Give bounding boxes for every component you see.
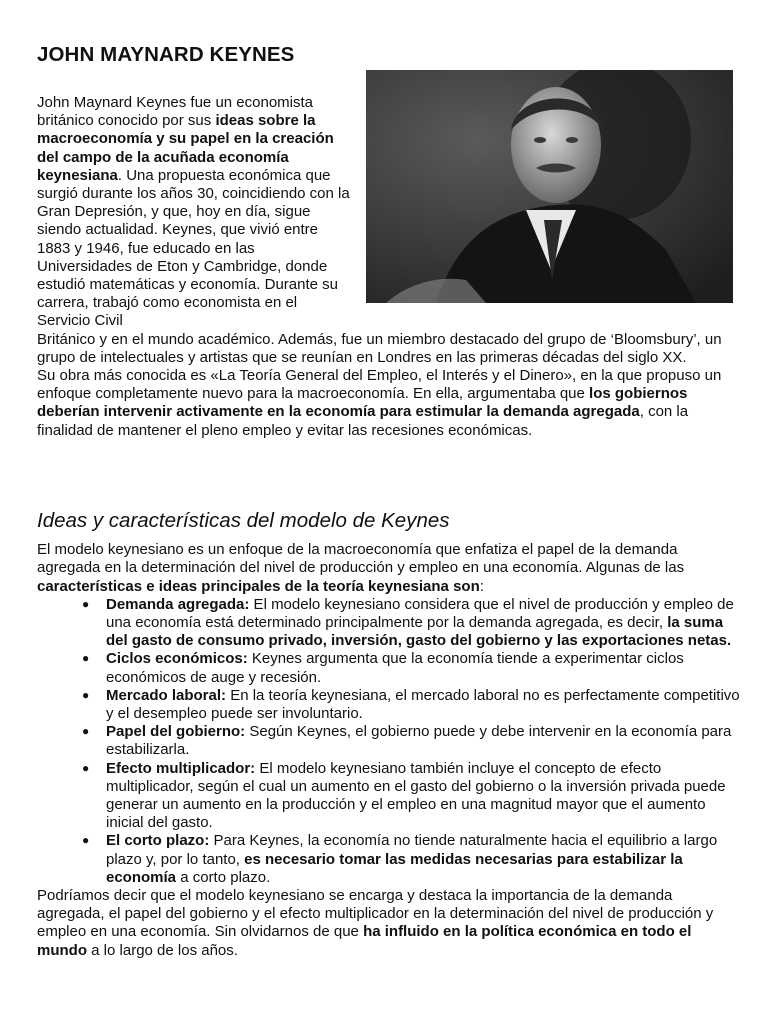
bold-text: Papel del gobierno: [106, 723, 246, 741]
bold-text: Mercado laboral: [106, 686, 227, 704]
text-run: Su obra más conocida es «La Teoría General del Empleo, el Interés y el Dinero», en la que propuso un enfoque completamente nuevo para la macroeconomía. En ella, argumentaba que [37, 367, 722, 403]
list-item [106, 760, 742, 833]
section-closing [37, 887, 742, 960]
list-item [106, 650, 742, 686]
bold-text: la suma del gasto de consumo privado, inversión, gasto del gobierno y las exportaciones netas. [106, 614, 732, 650]
bold-text: ha influido en la política económica en todo el mundo [37, 923, 692, 959]
intro-text [37, 94, 737, 440]
text-run: Podríamos decir que el modelo keynesiano se encarga y destaca la importancia de la demanda agregada, el papel del gobierno y el efecto multiplicador en la determinación del nivel de producción y empleo en una economía. Sin olvidarnos de que [37, 887, 714, 941]
list-item [106, 687, 742, 723]
text-run: El modelo keynesiano es un enfoque de la macroeconomía que enfatiza el papel de la demanda agregada en la determinación del nivel de producción y empleo en una economía. Algunas de las [37, 541, 685, 577]
text-run: El modelo keynesiano considera que el nivel de producción y empleo de una economía está determinado principalmente por la demanda agregada, es decir, [106, 595, 734, 632]
keynes-model-section [37, 509, 742, 960]
text-run: . Una propuesta económica que surgió durante los años 30, coincidiendo con la Gran Depresión, y que, hoy en día, sigue siendo actualidad. Keynes, que vivió entre 1883 y 1946, fue educado en las Universidades de Eton y Cambridge, donde estudió matemáticas y economía. Durante su carrera, trabajó como economista en el Servicio Civil [37, 166, 350, 330]
bold-text: El corto plazo: [106, 832, 210, 850]
intro-paragraph-1 [37, 94, 353, 331]
bold-text: los gobiernos deberían intervenir activamente en la economía para estimular la demanda agregada [37, 385, 688, 421]
text-run: a lo largo de los años. [87, 941, 238, 959]
intro-paragraph-2 [37, 367, 737, 440]
section-heading: Ideas y características del modelo de Keynes [37, 509, 450, 532]
text-run: Para Keynes, la economía no tiende naturalmente hacia el equilibrio a largo plazo y, por lo tanto, [106, 832, 718, 868]
list-item [106, 596, 742, 651]
list-item [106, 832, 742, 887]
list-item [106, 723, 742, 759]
text-run: John Maynard Keynes fue un economista británico conocido por sus [37, 94, 313, 130]
text-run: Según Keynes, el gobierno puede y debe intervenir en la economía para estabilizarla. [106, 723, 732, 759]
bold-text: Efecto multiplicador: [106, 759, 256, 777]
text-run: El modelo keynesiano también incluye el concepto de efecto multiplicador, según el cual un aumento en el gasto del gobierno o la inversión privada puede generar un aumento en la producción y el empleo en una magnitud mayor que el aumento inicial del gasto. [106, 759, 726, 832]
text-run: En la teoría keynesiana, el mercado laboral no es perfectamente competitivo y el desempleo puede ser involuntario. [106, 686, 740, 723]
text-run: Keynes argumenta que la economía tiende a experimentar ciclos económicos de auge y recesión. [106, 650, 684, 686]
bold-text: características e ideas principales de la teoría keynesiana son [37, 577, 480, 595]
text-run: , con la finalidad de mantener el pleno empleo y evitar las recesiones económicas. [37, 403, 689, 439]
text-run: : [479, 577, 484, 595]
text-run: a corto plazo. [176, 868, 271, 886]
section-lead [37, 541, 742, 596]
bold-text: Ciclos económicos: [106, 650, 248, 668]
bold-text: es necesario tomar las medidas necesarias para estabilizar la economía [106, 850, 683, 886]
bold-text: Demanda agregada: [106, 595, 250, 613]
intro-paragraph-1-continued: Británico y en el mundo académico. Además, fue un miembro destacado del grupo de ‘Bloomsbury’, un grupo de intelectuales y artistas que se reunían en Londres en las primeras décadas del siglo XX. [37, 330, 722, 366]
bold-text: ideas sobre la macroeconomía y su papel en la creación del campo de la acuñada economía keynesiana [37, 112, 334, 184]
document-title: JOHN MAYNARD KEYNES [37, 43, 295, 66]
characteristics-list [37, 596, 742, 887]
